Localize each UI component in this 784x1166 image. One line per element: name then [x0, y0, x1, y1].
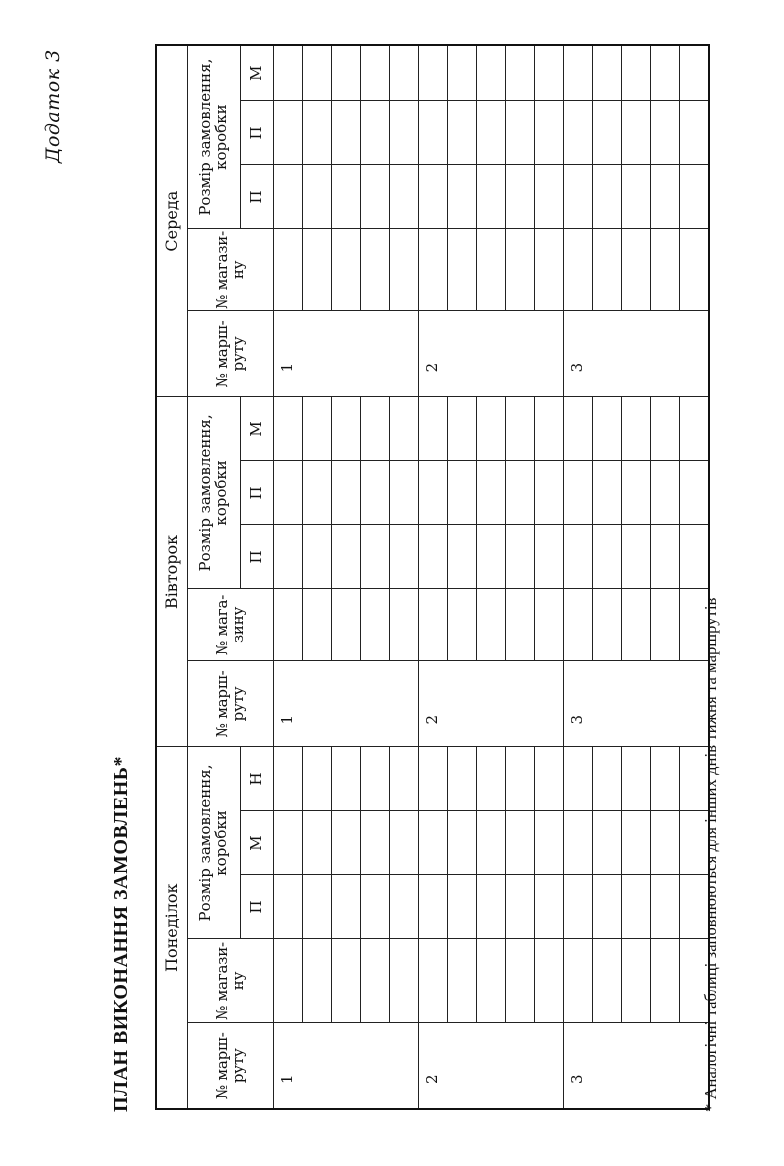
empty-cell: [477, 461, 506, 525]
empty-cell: [506, 165, 535, 229]
empty-cell: [680, 165, 710, 229]
table-row: [419, 45, 448, 1109]
empty-cell: [564, 939, 593, 1023]
empty-cell: [448, 461, 477, 525]
empty-cell: [564, 101, 593, 165]
route-col-header-tuesday: № марш-руту: [188, 661, 274, 747]
empty-cell: [593, 875, 622, 939]
empty-cell: [448, 101, 477, 165]
empty-cell: [390, 811, 419, 875]
empty-cell: [303, 229, 332, 311]
empty-cell: [274, 101, 303, 165]
empty-cell: [332, 875, 361, 939]
empty-cell: [593, 939, 622, 1023]
empty-cell: [303, 397, 332, 461]
size-subheader-mon-1: П: [241, 875, 274, 939]
table-row: [448, 45, 477, 1109]
table-row: [274, 45, 303, 1109]
empty-cell: [477, 165, 506, 229]
table-row: [651, 45, 680, 1109]
empty-cell: [361, 101, 390, 165]
empty-cell: [390, 461, 419, 525]
empty-cell: [332, 397, 361, 461]
empty-cell: [361, 589, 390, 661]
empty-cell: [477, 229, 506, 311]
table-row: [477, 45, 506, 1109]
empty-cell: [651, 811, 680, 875]
empty-cell: [477, 101, 506, 165]
table-row: [361, 45, 390, 1109]
document-title: ПЛАН ВИКОНАННЯ ЗАМОВЛЕНЬ*: [110, 755, 132, 1112]
route-number-mon-3: 3: [564, 1023, 710, 1109]
empty-cell: [564, 875, 593, 939]
empty-cell: [361, 747, 390, 811]
route-number-tue-1: 1: [274, 661, 419, 747]
empty-cell: [506, 875, 535, 939]
table-row: [506, 45, 535, 1109]
empty-cell: [680, 101, 710, 165]
empty-cell: [332, 165, 361, 229]
empty-cell: [332, 747, 361, 811]
route-col-header-wednesday: № марш-руту: [188, 311, 274, 397]
empty-cell: [303, 811, 332, 875]
empty-cell: [564, 525, 593, 589]
empty-cell: [680, 229, 710, 311]
empty-cell: [622, 165, 651, 229]
empty-cell: [390, 101, 419, 165]
day-header-monday: Понеділок: [156, 747, 188, 1109]
size-subheader-mon-2: М: [241, 811, 274, 875]
size-subheader-tue-3: М: [241, 397, 274, 461]
route-number-wed-3: 3: [564, 311, 710, 397]
orders-plan-table: [155, 44, 710, 1110]
empty-cell: [419, 811, 448, 875]
empty-cell: [274, 229, 303, 311]
empty-cell: [274, 747, 303, 811]
empty-cell: [361, 45, 390, 101]
empty-cell: [419, 747, 448, 811]
empty-cell: [593, 397, 622, 461]
empty-cell: [274, 461, 303, 525]
appendix-label: Додаток 3: [42, 49, 64, 163]
empty-cell: [477, 525, 506, 589]
empty-cell: [651, 589, 680, 661]
empty-cell: [477, 811, 506, 875]
table-row: [332, 45, 361, 1109]
empty-cell: [448, 45, 477, 101]
empty-cell: [390, 229, 419, 311]
empty-cell: [448, 875, 477, 939]
empty-cell: [477, 45, 506, 101]
empty-cell: [593, 229, 622, 311]
empty-cell: [361, 229, 390, 311]
empty-cell: [564, 811, 593, 875]
empty-cell: [448, 939, 477, 1023]
table-row: [622, 45, 651, 1109]
empty-cell: [651, 525, 680, 589]
empty-cell: [303, 747, 332, 811]
empty-cell: [535, 875, 564, 939]
empty-cell: [419, 461, 448, 525]
empty-cell: [535, 939, 564, 1023]
empty-cell: [477, 747, 506, 811]
empty-cell: [622, 525, 651, 589]
empty-cell: [622, 229, 651, 311]
empty-cell: [361, 165, 390, 229]
empty-cell: [303, 939, 332, 1023]
empty-cell: [622, 939, 651, 1023]
empty-cell: [448, 165, 477, 229]
empty-cell: [506, 397, 535, 461]
size-subheader-tue-2: П: [241, 461, 274, 525]
empty-cell: [477, 397, 506, 461]
empty-cell: [564, 747, 593, 811]
empty-cell: [448, 525, 477, 589]
empty-cell: [390, 45, 419, 101]
empty-cell: [332, 589, 361, 661]
route-col-header-monday: № марш-руту: [188, 1023, 274, 1109]
empty-cell: [332, 525, 361, 589]
empty-cell: [390, 747, 419, 811]
empty-cell: [303, 875, 332, 939]
empty-cell: [448, 811, 477, 875]
empty-cell: [419, 45, 448, 101]
empty-cell: [303, 525, 332, 589]
empty-cell: [332, 229, 361, 311]
empty-cell: [332, 939, 361, 1023]
empty-cell: [593, 811, 622, 875]
empty-cell: [419, 101, 448, 165]
empty-cell: [564, 229, 593, 311]
empty-cell: [535, 397, 564, 461]
empty-cell: [390, 525, 419, 589]
empty-cell: [622, 461, 651, 525]
empty-cell: [419, 397, 448, 461]
empty-cell: [419, 165, 448, 229]
empty-cell: [303, 589, 332, 661]
empty-cell: [535, 229, 564, 311]
empty-cell: [361, 525, 390, 589]
empty-cell: [274, 939, 303, 1023]
empty-cell: [651, 397, 680, 461]
size-col-header-tuesday: Розмір замовлення, коробки: [188, 397, 241, 589]
empty-cell: [390, 589, 419, 661]
empty-cell: [332, 101, 361, 165]
empty-cell: [622, 397, 651, 461]
table-body: [274, 45, 710, 1109]
empty-cell: [535, 589, 564, 661]
empty-cell: [506, 589, 535, 661]
empty-cell: [651, 875, 680, 939]
empty-cell: [477, 589, 506, 661]
empty-cell: [419, 875, 448, 939]
empty-cell: [680, 45, 710, 101]
route-number-mon-2: 2: [419, 1023, 564, 1109]
empty-cell: [593, 589, 622, 661]
size-subheader-wed-3: М: [241, 45, 274, 101]
store-col-header-monday: № магази-ну: [188, 939, 274, 1023]
empty-cell: [274, 875, 303, 939]
empty-cell: [506, 229, 535, 311]
empty-cell: [593, 165, 622, 229]
empty-cell: [622, 45, 651, 101]
footnote: * Аналогічні таблиці заповнюються для інших днів тижня та маршрутів: [701, 597, 720, 1112]
empty-cell: [651, 165, 680, 229]
empty-cell: [274, 397, 303, 461]
empty-cell: [651, 461, 680, 525]
empty-cell: [361, 461, 390, 525]
empty-cell: [390, 875, 419, 939]
empty-cell: [448, 397, 477, 461]
empty-cell: [274, 45, 303, 101]
empty-cell: [535, 101, 564, 165]
empty-cell: [651, 747, 680, 811]
empty-cell: [303, 45, 332, 101]
empty-cell: [361, 811, 390, 875]
empty-cell: [506, 101, 535, 165]
empty-cell: [564, 589, 593, 661]
empty-cell: [564, 165, 593, 229]
empty-cell: [448, 589, 477, 661]
empty-cell: [506, 525, 535, 589]
size-subheader-wed-1: П: [241, 165, 274, 229]
empty-cell: [390, 165, 419, 229]
empty-cell: [332, 461, 361, 525]
route-number-tue-3: 3: [564, 661, 710, 747]
empty-cell: [593, 45, 622, 101]
empty-cell: [506, 461, 535, 525]
empty-cell: [622, 589, 651, 661]
size-subheader-tue-1: П: [241, 525, 274, 589]
store-col-header-tuesday: № мага-зину: [188, 589, 274, 661]
empty-cell: [361, 875, 390, 939]
size-col-header-wednesday: Розмір замовлення, коробки: [188, 45, 241, 229]
table-row: [303, 45, 332, 1109]
empty-cell: [419, 229, 448, 311]
empty-cell: [506, 939, 535, 1023]
empty-cell: [651, 45, 680, 101]
table-row: [390, 45, 419, 1109]
empty-cell: [535, 45, 564, 101]
empty-cell: [332, 811, 361, 875]
empty-cell: [477, 939, 506, 1023]
size-col-header-monday: Розмір замовлення, коробки: [188, 747, 241, 939]
empty-cell: [680, 397, 710, 461]
empty-cell: [274, 525, 303, 589]
empty-cell: [593, 525, 622, 589]
empty-cell: [274, 589, 303, 661]
empty-cell: [448, 747, 477, 811]
empty-cell: [419, 525, 448, 589]
empty-cell: [506, 747, 535, 811]
size-subheader-wed-2: П: [241, 101, 274, 165]
empty-cell: [651, 939, 680, 1023]
empty-cell: [448, 229, 477, 311]
empty-cell: [564, 461, 593, 525]
empty-cell: [506, 811, 535, 875]
empty-cell: [535, 811, 564, 875]
route-number-wed-1: 1: [274, 311, 419, 397]
empty-cell: [390, 397, 419, 461]
empty-cell: [651, 229, 680, 311]
route-number-mon-1: 1: [274, 1023, 419, 1109]
empty-cell: [535, 461, 564, 525]
empty-cell: [506, 45, 535, 101]
empty-cell: [419, 589, 448, 661]
empty-cell: [332, 45, 361, 101]
empty-cell: [535, 165, 564, 229]
empty-cell: [622, 875, 651, 939]
empty-cell: [622, 811, 651, 875]
empty-cell: [593, 101, 622, 165]
route-number-tue-2: 2: [419, 661, 564, 747]
empty-cell: [535, 525, 564, 589]
empty-cell: [651, 101, 680, 165]
empty-cell: [390, 939, 419, 1023]
table-row: [593, 45, 622, 1109]
empty-cell: [680, 525, 710, 589]
empty-cell: [303, 165, 332, 229]
empty-cell: [274, 811, 303, 875]
size-subheader-mon-3: Н: [241, 747, 274, 811]
empty-cell: [564, 397, 593, 461]
empty-cell: [361, 397, 390, 461]
empty-cell: [593, 747, 622, 811]
empty-cell: [622, 101, 651, 165]
empty-cell: [303, 101, 332, 165]
empty-cell: [622, 747, 651, 811]
empty-cell: [274, 165, 303, 229]
day-header-wednesday: Середа: [156, 45, 188, 397]
empty-cell: [419, 939, 448, 1023]
empty-cell: [361, 939, 390, 1023]
empty-cell: [303, 461, 332, 525]
empty-cell: [477, 875, 506, 939]
empty-cell: [593, 461, 622, 525]
empty-cell: [535, 747, 564, 811]
day-header-tuesday: Вівторок: [156, 397, 188, 747]
empty-cell: [564, 45, 593, 101]
store-col-header-wednesday: № магази-ну: [188, 229, 274, 311]
empty-cell: [680, 461, 710, 525]
route-number-wed-2: 2: [419, 311, 564, 397]
table-row: [564, 45, 593, 1109]
table-row: [535, 45, 564, 1109]
